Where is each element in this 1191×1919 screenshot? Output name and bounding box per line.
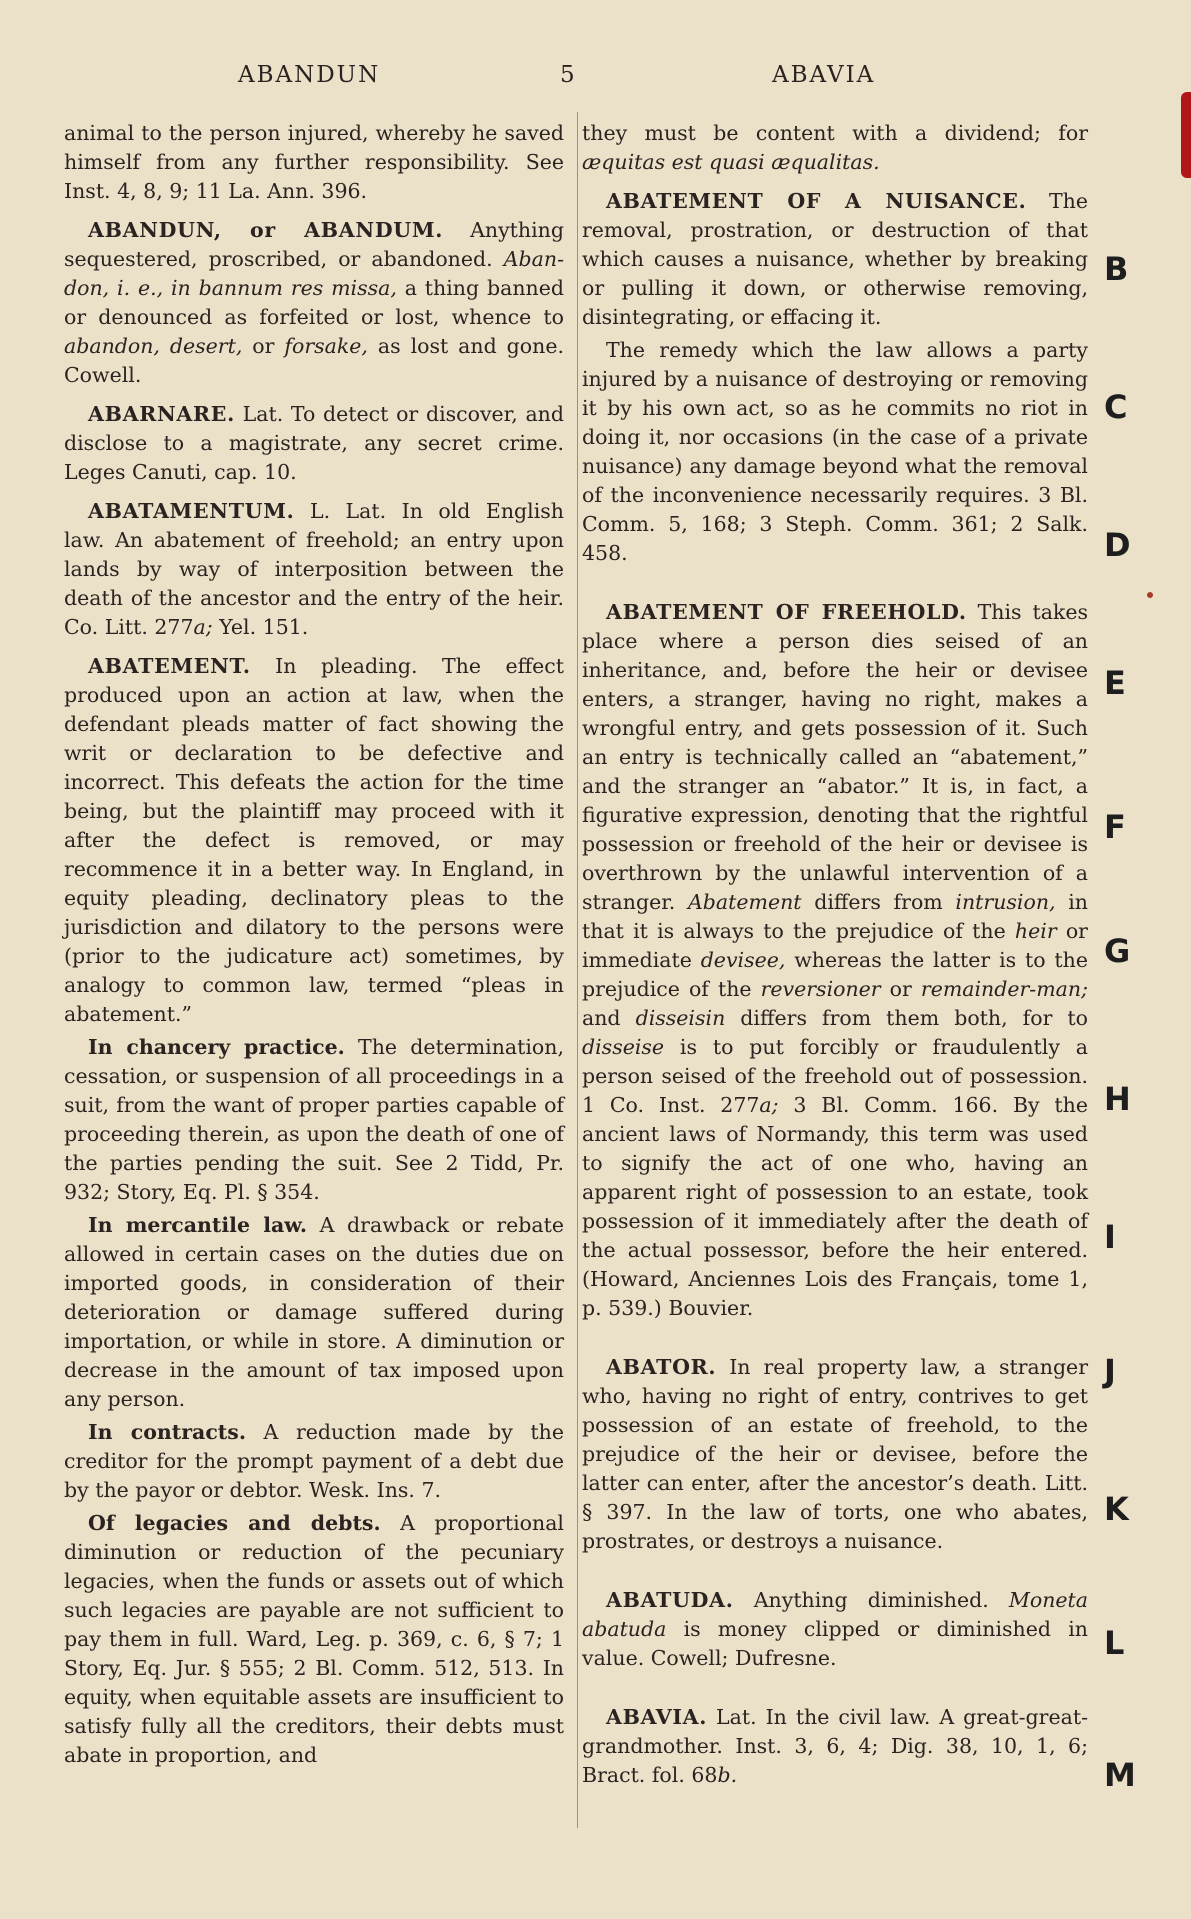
right-column [582, 119, 1088, 1800]
entry-text: is money clipped or diminished in value. Cowell; Dufresne. [582, 1617, 1088, 1670]
italic-text: Moneta abatuda [582, 1588, 1088, 1641]
entry-text: a thing banned or denounced as forfeited or lost, whence to [64, 276, 564, 329]
entry-paragraph [64, 119, 564, 206]
entry-paragraph [64, 652, 564, 1029]
headword: ABATAMENTUM. [88, 499, 295, 523]
entry-text: animal to the person injured, whereby he saved himself from any further responsibility. See Inst. 4, 8, 9; 11 La. Ann. 396. [64, 121, 564, 203]
entry-text: Lat. To detect or discover, and disclose to a magistrate, any secret crime. Leges Canuti, cap. 10. [64, 402, 564, 484]
thumb-index-letter-c[interactable]: C [1104, 388, 1128, 426]
dictionary-entry [64, 216, 564, 390]
entry-text: Anything sequestered, proscribed, or abandoned. [64, 218, 564, 271]
headword: ABANDUN, or ABANDUM. [88, 218, 444, 242]
thumb-index-letter-d[interactable]: D [1104, 526, 1131, 564]
headword: ABARNARE. [88, 402, 235, 426]
entry-text: The remedy which the law allows a party injured by a nuisance of destroying or removing it by his own act, so as he commits no riot in doing it, nor occasions (in the case of a private nuisance) any damage beyond what the removal of the inconvenience necessarily requires. 3 Bl. Comm. 5, 168; 3 Steph. Comm. 361; 2 Salk. 458. [582, 338, 1088, 565]
headword: ABATOR. [606, 1355, 717, 1379]
italic-text: intrusion, [955, 890, 1056, 914]
italic-text: forsake, [284, 334, 368, 358]
sense-heading: In chancery practice. [88, 1035, 345, 1059]
entry-paragraph [582, 336, 1088, 568]
entry-paragraph [582, 119, 1088, 177]
headword: ABATEMENT OF A NUISANCE. [606, 189, 1027, 213]
dictionary-entry [582, 187, 1088, 568]
entry-paragraph [64, 1033, 564, 1207]
entry-paragraph [582, 1353, 1088, 1556]
thumb-index-letter-g[interactable]: G [1104, 932, 1131, 970]
italic-text: Abatement [687, 890, 802, 914]
entry-text: A reduction made by the creditor for the prompt payment of a debt due by the payor or debtor. Wesk. Ins. 7. [64, 1420, 564, 1502]
entry-paragraph [64, 1211, 564, 1414]
column-divider [577, 112, 578, 1828]
edge-thumb-mark [1181, 92, 1191, 178]
dictionary-entry [582, 1353, 1088, 1556]
entry-text: as lost and gone. Cowell. [64, 334, 564, 387]
entry-text: or [242, 334, 285, 358]
entry-text: The removal, prostration, or destruction of that which causes a nuisance, whether by breaking or pulling it down, or otherwise removing, disintegrating, or effacing it. [582, 189, 1088, 329]
headword: ABATEMENT. [88, 654, 251, 678]
entry-spacer [582, 1683, 1088, 1703]
headword: ABAVIA. [606, 1705, 708, 1729]
dictionary-entry [582, 1586, 1088, 1673]
entry-spacer [582, 578, 1088, 598]
entry-text: In pleading. The effect produced upon an action at law, when the defendant pleads matter of fact showing the writ or declaration to be defective and incorrect. This defeats the action for the time being, but the plaintiff may proceed with it after the defect is removed, or may recommence it in a better way. In England, in equity pleading, declinatory pleas to the jurisdiction and dilatory to the persons were (prior to the judicature act) sometimes, by analogy to common law, termed “pleas in abatement.” [64, 654, 564, 1026]
thumb-index-letter-l[interactable]: L [1104, 1624, 1125, 1662]
dictionary-entry [64, 497, 564, 642]
dictionary-entry [582, 119, 1088, 177]
entry-text: whereas the latter is to the prejudice of the [582, 948, 1088, 1001]
dictionary-entry [582, 598, 1088, 1323]
header-right-guide-word: ABAVIA [772, 62, 876, 88]
italic-text: Aban-don, i. e., in bannum res missa, [64, 247, 564, 300]
entry-text: A proportional diminution or reduction of the pecuniary legacies, when the funds or assets out of which such legacies are payable are not sufficient to pay them in full. Ward, Leg. p. 369, c. 6, § 7; 1 Story, Eq. Jur. § 555; 2 Bl. Comm. 512, 513. In equity, when equitable assets are insufficient to satisfy fully all the creditors, their debts must abate in proportion, and [64, 1511, 564, 1767]
italic-text: abandon, desert, [64, 334, 243, 358]
italic-text: æquitas est quasi æqualitas. [582, 150, 880, 174]
thumb-index-letter-k[interactable]: K [1104, 1490, 1129, 1528]
headword: ABATUDA. [606, 1588, 734, 1612]
entry-paragraph [582, 1586, 1088, 1673]
entry-text: differs from them both, for to [725, 1006, 1088, 1030]
thumb-index-letter-m[interactable]: M [1104, 1756, 1136, 1794]
entry-text: Yel. 151. [212, 615, 309, 639]
sense-heading: Of legacies and debts. [88, 1511, 381, 1535]
italic-text: disseise [582, 1035, 665, 1059]
entry-text: A drawback or rebate allowed in certain cases on the duties due on imported goods, in consideration of their deterioration or damage suffered during importation, or while in store. A diminution or decrease in the amount of tax imposed upon any person. [64, 1213, 564, 1411]
dictionary-entry [582, 1703, 1088, 1790]
entry-text: 3 Bl. Comm. 166. By the ancient laws of Normandy, this term was used to signify the act of one who, having an apparent right of possession to an estate, took possession of it immediately after the death of the actual possessor, before the heir entered. (Howard, Anciennes Lois des Français, tome 1, p. 539.) Bouvier. [582, 1093, 1088, 1320]
entry-text: In real property law, a stranger who, having no right of entry, contrives to get possession of an estate of freehold, to the prejudice of the heir or devisee, before the latter can enter, after the ancestor’s death. Litt. § 397. In the law of torts, one who abates, prostrates, or destroys a nuisance. [582, 1355, 1088, 1553]
entry-text: differs from [801, 890, 956, 914]
entry-paragraph [64, 1418, 564, 1505]
entry-text: Lat. In the civil law. A great-great-grandmother. Inst. 3, 6, 4; Dig. 38, 10, 1, 6; Bract. fol. 68 [582, 1705, 1088, 1787]
italic-text: a; [193, 615, 213, 639]
entry-text: is to put forcibly or fraudulently a person seised of the freehold out of possession. 1 Co. Inst. 277 [582, 1035, 1088, 1117]
dictionary-entry [64, 400, 564, 487]
entry-text: or immediate [582, 919, 1088, 972]
sense-heading: In mercantile law. [88, 1213, 308, 1237]
entry-text: in that it is always to the prejudice of the [582, 890, 1088, 943]
entry-text: or [880, 977, 921, 1001]
ink-speck [1147, 592, 1153, 598]
entry-text: This takes place where a person dies seised of an inheritance, and, before the heir or devisee enters, a stranger, having no right, makes a wrongful entry, and gets possession of it. Such an entry is technically called an “abatement,” and the stranger an “abator.” It is, in fact, a figurative expression, denoting that the rightful possession or freehold of the heir or devisee is overthrown by the unlawful intervention of a stranger. [582, 600, 1088, 914]
thumb-index-letter-f[interactable]: F [1104, 808, 1126, 846]
page-number: 5 [560, 62, 577, 88]
entry-paragraph [64, 497, 564, 642]
header-left-guide-word: ABANDUN [238, 62, 381, 88]
left-column [64, 119, 564, 1780]
entry-paragraph [582, 598, 1088, 1323]
sense-heading: In contracts. [88, 1420, 246, 1444]
italic-text: devisee, [700, 948, 786, 972]
entry-paragraph [582, 187, 1088, 332]
dictionary-entry [64, 652, 564, 1770]
italic-text: disseisin [635, 1006, 726, 1030]
entry-paragraph [64, 1509, 564, 1770]
thumb-index-letter-e[interactable]: E [1104, 664, 1126, 702]
thumb-index-letter-b[interactable]: B [1104, 250, 1129, 288]
thumb-index-letter-i[interactable]: I [1104, 1218, 1116, 1256]
entry-spacer [582, 1566, 1088, 1586]
entry-text: they must be content with a dividend; for [582, 121, 1088, 145]
entry-paragraph [64, 216, 564, 390]
entry-text: Anything diminished. [733, 1588, 1009, 1612]
italic-text: reversioner [760, 977, 881, 1001]
entry-paragraph [582, 1703, 1088, 1790]
entry-text: The determination, cessation, or suspension of all proceedings in a suit, from the want of proper parties capable of proceeding therein, as upon the death of one of the parties pending the suit. See 2 Tidd, Pr. 932; Story, Eq. Pl. § 354. [64, 1035, 564, 1204]
entry-paragraph [64, 400, 564, 487]
italic-text: heir [1014, 919, 1057, 943]
dictionary-entry [64, 119, 564, 206]
entry-text: and [582, 1006, 636, 1030]
italic-text: a; [759, 1093, 779, 1117]
italic-text: remainder-man; [920, 977, 1088, 1001]
headword: ABATEMENT OF FREEHOLD. [606, 600, 967, 624]
entry-spacer [582, 1333, 1088, 1353]
italic-text: b. [717, 1763, 738, 1787]
thumb-index-letter-j[interactable]: J [1104, 1352, 1116, 1390]
thumb-index-letter-h[interactable]: H [1104, 1080, 1131, 1118]
entry-text: L. Lat. In old English law. An abatement of freehold; an entry upon lands by way of interposition between the death of the ancestor and the entry of the heir. Co. Litt. 277 [64, 499, 564, 639]
